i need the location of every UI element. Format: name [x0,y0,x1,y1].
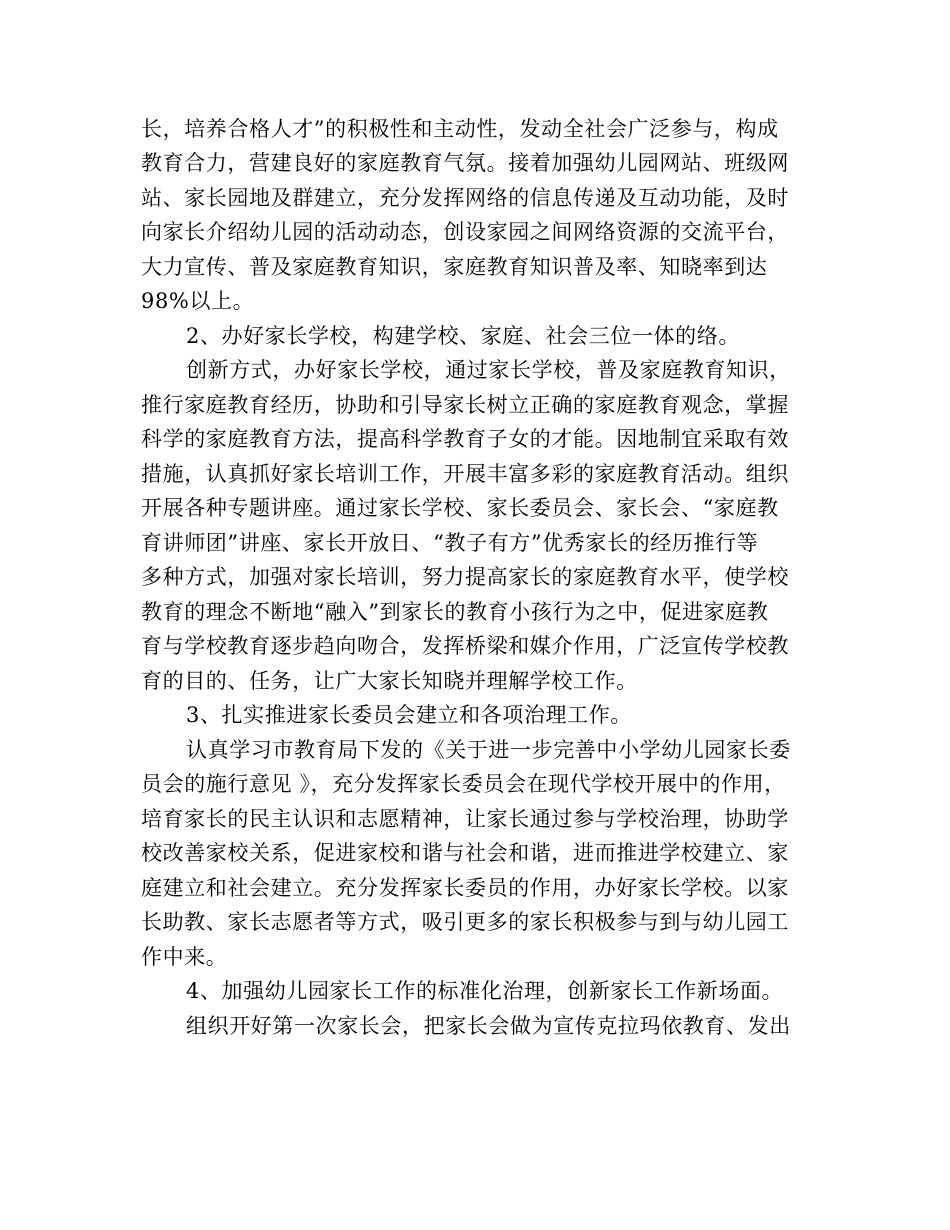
text-line: 开展各种专题讲座。通过家长学校、家长委员会、家长会、“家庭教 [141,496,779,520]
text-line: 员会的施行意见 》，充分发挥家长委员会在现代学校开展中的作用， [141,772,786,796]
text-line: 培育家长的民主认识和志愿精神，让家长通过参与学校治理，协助学 [141,807,789,831]
text-line: 育讲师团”讲座、家长开放日、“教子有方”优秀家长的经历推行等 [141,531,759,555]
text-line: 教育的理念不断地“融入”到家长的教育小孩行为之中，促进家庭教 [141,600,769,624]
text-line: 大力宣传、普及家庭教育知识，家庭教育知识普及率、知晓率到达 [141,255,768,279]
text-line: 校改善家校关系，促进家校和谐与社会和谐，进而推进学校建立、家 [141,841,789,865]
text-line: 育的目的、任务，让广大家长知晓并理解学校工作。 [141,669,638,693]
text-line: 推行家庭教育经历，协助和引导家长树立正确的家庭教育观念，掌握 [141,393,789,417]
text-line: 站、家长园地及群建立，充分发挥网络的信息传递及互动功能，及时 [141,186,789,210]
text-line: 98%以上。 [141,289,255,313]
text-line: 措施，认真抓好家长培训工作，开展丰富多彩的家庭教育活动。组织 [141,462,789,486]
text-line: 长，培养合格人才”的积极性和主动性，发动全社会广泛参与，构成 [141,117,779,141]
text-line: 庭建立和社会建立。充分发挥家长委员的作用，办好家长学校。以家 [141,876,789,900]
text-line: 作中来。 [141,945,228,969]
paragraph-first-line: 创新方式，办好家长学校，通过家长学校，普及家庭教育知识， [186,358,791,382]
section-heading: 2、办好家长学校，构建学校、家庭、社会三位一体的络。 [186,324,740,348]
section-heading: 4、加强幼儿园家长工作的标准化治理，创新家长工作新场面。 [186,979,784,1003]
section-heading: 3、扎实推进家长委员会建立和各项治理工作。 [186,703,632,727]
text-line: 教育合力，营建良好的家庭教育气氛。接着加强幼儿园网站、班级网 [141,151,789,175]
text-line: 向家长介绍幼儿园的活动动态，创设家园之间网络资源的交流平台， [141,220,789,244]
text-line: 科学的家庭教育方法，提高科学教育子女的才能。因地制宜采取有效 [141,427,789,451]
text-line: 多种方式，加强对家长培训，努力提高家长的家庭教育水平，使学校 [141,565,789,589]
text-line: 育与学校教育逐步趋向吻合，发挥桥梁和媒介作用，广泛宣传学校教 [141,634,789,658]
paragraph-first-line: 组织开好第一次家长会，把家长会做为宣传克拉玛依教育、发出 [186,1014,791,1038]
text-line: 长助教、家长志愿者等方式，吸引更多的家长积极参与到与幼儿园工 [141,910,789,934]
paragraph-first-line: 认真学习市教育局下发的《关于进一步完善中小学幼儿园家长委 [186,738,791,762]
